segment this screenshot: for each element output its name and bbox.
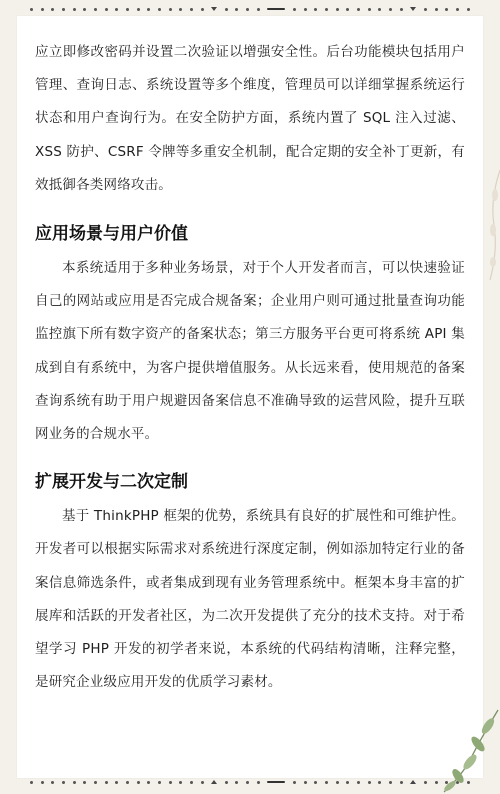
top-dotted-border bbox=[30, 7, 470, 11]
section-heading-extension: 扩展开发与二次定制 bbox=[35, 472, 188, 493]
section-heading-scenarios: 应用场景与用户价值 bbox=[35, 224, 188, 245]
scenarios-paragraph: 本系统适用于多种业务场景，对于个人开发者而言，可以快速验证自己的网站或应用是否完成合规备案；企业用户则可通过批量查询功能监控旗下所有数字资产的备案状态；第三方服务平台更可将系统 API 集成到自有系统中，为客户提供增值服务。从长远来看，使用规范的备案查询系统有助于用户规避因备案信息不准确导致的运营风险，提升互联网业务的合规水平。 bbox=[35, 260, 465, 443]
leaf-branch-icon bbox=[430, 700, 500, 794]
bottom-dotted-border bbox=[30, 780, 470, 784]
extension-paragraph: 基于 ThinkPHP 框架的优势，系统具有良好的扩展性和可维护性。开发者可以根据实际需求对系统进行深度定制，例如添加特定行业的备案信息筛选条件，或者集成到现有业务管理系统中。框架本身丰富的扩展库和活跃的开发者社区，为二次开发提供了充分的技术支持。对于希望学习 PHP 开发的初学者来说，本系统的代码结构清晰，注释完整，是研究企业级应用开发的优质学习素材。 bbox=[35, 508, 465, 691]
intro-paragraph: 应立即修改密码并设置二次验证以增强安全性。后台功能模块包括用户管理、查询日志、系统设置等多个维度，管理员可以详细掌握系统运行状态和用户查询行为。在安全防护方面，系统内置了 SQL 注入过滤、XSS 防护、CSRF 令牌等多重安全机制，配合定期的安全补丁更新，有效抵御各类网络攻击。 bbox=[35, 44, 465, 193]
document-content bbox=[35, 36, 465, 699]
right-edge-ornament-icon bbox=[484, 170, 500, 280]
